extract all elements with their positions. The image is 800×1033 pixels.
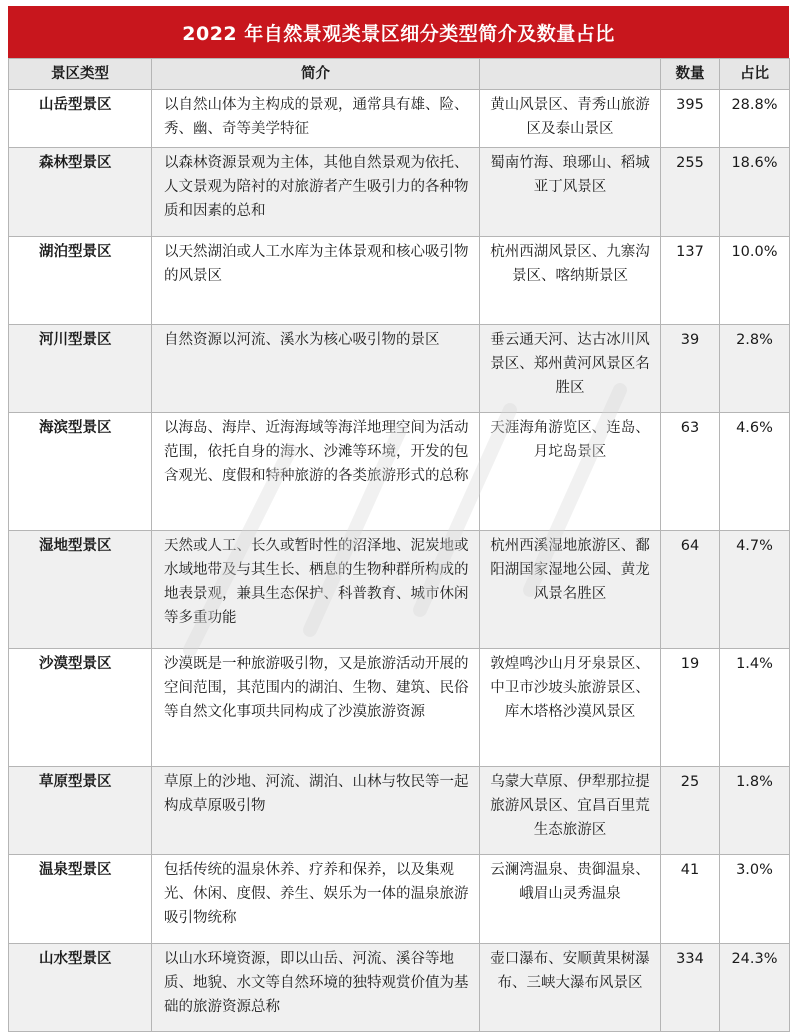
cell-count: 137 (661, 237, 720, 325)
cell-pct: 18.6% (720, 148, 790, 237)
table-row (9, 767, 790, 855)
table-title: 2022 年自然景观类景区细分类型简介及数量占比 (8, 6, 789, 58)
table-row (9, 855, 790, 944)
cell-intro: 沙漠既是一种旅游吸引物，又是旅游活动开展的空间范围，其范围内的湖泊、生物、建筑、民俗等自然文化事项共同构成了沙漠旅游资源 (152, 649, 480, 767)
cell-examples: 蜀南竹海、琅琊山、稻城亚丁风景区 (480, 148, 661, 237)
table-row (9, 237, 790, 325)
table-row (9, 325, 790, 413)
cell-intro: 自然资源以河流、溪水为核心吸引物的景区 (152, 325, 480, 413)
cell-type: 山水型景区 (9, 944, 152, 1032)
cell-intro: 以自然山体为主构成的景观，通常具有雄、险、秀、幽、奇等美学特征 (152, 90, 480, 148)
cell-count: 64 (661, 531, 720, 649)
table-row (9, 90, 790, 148)
table-row (9, 944, 790, 1032)
header-type: 景区类型 (9, 59, 152, 90)
table-row (9, 531, 790, 649)
cell-examples: 乌蒙大草原、伊犁那拉提旅游风景区、宜昌百里荒生态旅游区 (480, 767, 661, 855)
cell-type: 温泉型景区 (9, 855, 152, 944)
cell-pct: 2.8% (720, 325, 790, 413)
cell-type: 湖泊型景区 (9, 237, 152, 325)
cell-type: 沙漠型景区 (9, 649, 152, 767)
cell-intro: 以天然湖泊或人工水库为主体景观和核心吸引物的风景区 (152, 237, 480, 325)
cell-examples: 天涯海角游览区、连岛、月坨岛景区 (480, 413, 661, 531)
table-row (9, 649, 790, 767)
cell-intro: 以海岛、海岸、近海海域等海洋地理空间为活动范围，依托自身的海水、沙滩等环境，开发的包含观光、度假和特种旅游的各类旅游形式的总称 (152, 413, 480, 531)
cell-intro: 草原上的沙地、河流、湖泊、山林与牧民等一起构成草原吸引物 (152, 767, 480, 855)
cell-pct: 4.7% (720, 531, 790, 649)
cell-examples: 黄山风景区、青秀山旅游区及泰山景区 (480, 90, 661, 148)
cell-count: 395 (661, 90, 720, 148)
cell-pct: 1.8% (720, 767, 790, 855)
header-examples (480, 59, 661, 90)
cell-count: 25 (661, 767, 720, 855)
table-row (9, 413, 790, 531)
cell-type: 河川型景区 (9, 325, 152, 413)
cell-examples: 垂云通天河、达古冰川风景区、郑州黄河风景区名胜区 (480, 325, 661, 413)
cell-count: 19 (661, 649, 720, 767)
cell-pct: 24.3% (720, 944, 790, 1032)
header-count: 数量 (661, 59, 720, 90)
cell-examples: 敦煌鸣沙山月牙泉景区、中卫市沙坡头旅游景区、库木塔格沙漠风景区 (480, 649, 661, 767)
cell-examples: 杭州西湖风景区、九寨沟景区、喀纳斯景区 (480, 237, 661, 325)
cell-type: 海滨型景区 (9, 413, 152, 531)
cell-pct: 3.0% (720, 855, 790, 944)
cell-intro: 以山水环境资源，即以山岳、河流、溪谷等地质、地貌、水文等自然环境的独特观赏价值为基础的旅游资源总称 (152, 944, 480, 1032)
cell-intro: 天然或人工、长久或暂时性的沼泽地、泥炭地或水域地带及与其生长、栖息的生物种群所构成的地表景观，兼具生态保护、科普教育、城市休闲等多重功能 (152, 531, 480, 649)
cell-type: 森林型景区 (9, 148, 152, 237)
cell-count: 334 (661, 944, 720, 1032)
header-intro: 简介 (152, 59, 480, 90)
cell-pct: 28.8% (720, 90, 790, 148)
cell-count: 41 (661, 855, 720, 944)
header-row (9, 59, 790, 90)
cell-type: 草原型景区 (9, 767, 152, 855)
cell-pct: 4.6% (720, 413, 790, 531)
cell-pct: 10.0% (720, 237, 790, 325)
cell-type: 湿地型景区 (9, 531, 152, 649)
header-pct: 占比 (720, 59, 790, 90)
cell-examples: 云澜湾温泉、贵御温泉、峨眉山灵秀温泉 (480, 855, 661, 944)
cell-count: 39 (661, 325, 720, 413)
cell-count: 255 (661, 148, 720, 237)
table-row (9, 148, 790, 237)
scenic-area-table (8, 58, 790, 1032)
cell-intro: 包括传统的温泉休养、疗养和保养，以及集观光、休闲、度假、养生、娱乐为一体的温泉旅游吸引物统称 (152, 855, 480, 944)
cell-examples: 杭州西溪湿地旅游区、鄱阳湖国家湿地公园、黄龙风景名胜区 (480, 531, 661, 649)
cell-intro: 以森林资源景观为主体，其他自然景观为依托、人文景观为陪衬的对旅游者产生吸引力的各种物质和因素的总和 (152, 148, 480, 237)
cell-type: 山岳型景区 (9, 90, 152, 148)
cell-examples: 壶口瀑布、安顺黄果树瀑布、三峡大瀑布风景区 (480, 944, 661, 1032)
cell-pct: 1.4% (720, 649, 790, 767)
cell-count: 63 (661, 413, 720, 531)
